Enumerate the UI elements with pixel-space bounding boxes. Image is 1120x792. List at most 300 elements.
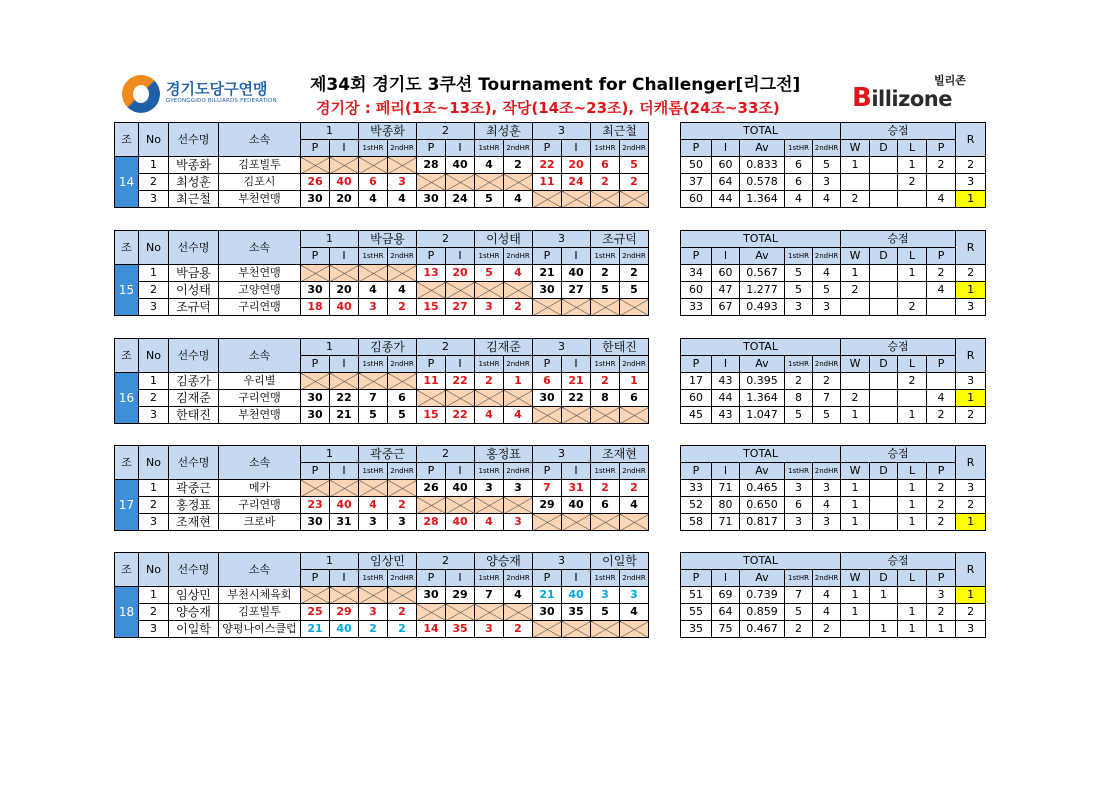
match-innings: 21: [330, 407, 359, 424]
player-affiliation: 부천연맹: [219, 407, 301, 424]
player-name: 조재현: [169, 514, 219, 531]
sponsor-name-kr: 빌리존: [934, 74, 966, 87]
opponent-name: 최성훈: [475, 123, 533, 140]
high-run-2-header: 2ndHR: [388, 248, 417, 265]
match-innings: 22: [330, 390, 359, 407]
match-points: 7: [533, 480, 562, 497]
total-innings: 71: [712, 514, 740, 531]
losses: [898, 587, 927, 604]
group-header-label: 조: [115, 553, 139, 587]
player-name: 홍정표: [169, 497, 219, 514]
sponsor-name-en: Billizone: [852, 83, 952, 113]
player-affiliation: 김포빌투: [219, 157, 301, 174]
total-header: TOTAL: [681, 446, 841, 463]
group-header-label: 조: [115, 231, 139, 265]
win-header: W: [841, 140, 870, 157]
total-high-run-2-header: 2ndHR: [813, 140, 841, 157]
page-title: 제34회 경기도 3쿠션 Tournament for Challenger[리그전]: [310, 75, 801, 95]
match-high-run-1: 2: [359, 621, 388, 638]
opponent-name: 박종화: [359, 123, 417, 140]
total-high-run-2: 4: [813, 265, 841, 282]
match-points: 30: [533, 604, 562, 621]
high-run-1-header: 1stHR: [591, 463, 620, 480]
match-points: 14: [417, 621, 446, 638]
total-high-run-1: 3: [785, 514, 813, 531]
self-match-cross: [591, 621, 620, 638]
match-high-run-2: 6: [620, 390, 649, 407]
high-run-2-header: 2ndHR: [620, 570, 649, 587]
affiliation-header: 소속: [219, 553, 301, 587]
match-high-run-2: 4: [388, 191, 417, 208]
rank: 1: [956, 390, 986, 407]
high-run-1-header: 1stHR: [359, 356, 388, 373]
table-row: [115, 390, 649, 407]
match-high-run-2: 4: [388, 282, 417, 299]
wins: 1: [841, 157, 870, 174]
opponent-number: 2: [417, 446, 475, 463]
wins: [841, 373, 870, 390]
affiliation-header: 소속: [219, 231, 301, 265]
federation-logo: [122, 75, 322, 115]
match-innings: 20: [446, 265, 475, 282]
self-match-cross: [417, 390, 446, 407]
high-run-2-header: 2ndHR: [620, 140, 649, 157]
rank: 1: [956, 514, 986, 531]
points-header: P: [301, 248, 330, 265]
total-innings: 44: [712, 390, 740, 407]
table-row: [681, 604, 986, 621]
total-points: 51: [681, 587, 712, 604]
player-no: 2: [139, 390, 169, 407]
group-header-label: 조: [115, 339, 139, 373]
total-high-run-2: 3: [813, 299, 841, 316]
match-high-run-1: 8: [591, 390, 620, 407]
average-header: Av: [740, 356, 785, 373]
high-run-1-header: 1stHR: [591, 248, 620, 265]
federation-name: 경기도당구연맹: [166, 80, 268, 98]
total-high-run-1: 6: [785, 497, 813, 514]
match-high-run-1: 5: [475, 265, 504, 282]
match-high-run-2: 2: [620, 265, 649, 282]
player-no: 1: [139, 480, 169, 497]
rank: 2: [956, 497, 986, 514]
no-header: No: [139, 123, 169, 157]
rank-header: R: [956, 123, 986, 157]
standing-points-header: 승점: [841, 339, 956, 356]
self-match-cross: [301, 373, 330, 390]
average: 0.465: [740, 480, 785, 497]
loss-header: L: [898, 248, 927, 265]
match-innings: 40: [446, 480, 475, 497]
self-match-cross: [359, 373, 388, 390]
table-row: [115, 587, 649, 604]
rank: 3: [956, 174, 986, 191]
league-points: 3: [927, 587, 956, 604]
player-affiliation: 구리연맹: [219, 497, 301, 514]
match-high-run-2: 1: [620, 373, 649, 390]
draws: [870, 604, 898, 621]
match-points: 26: [301, 174, 330, 191]
player-no: 2: [139, 174, 169, 191]
total-innings: 43: [712, 407, 740, 424]
match-innings: 29: [330, 604, 359, 621]
group-16: [114, 338, 1004, 428]
player-no: 3: [139, 407, 169, 424]
losses: 1: [898, 265, 927, 282]
losses: 2: [898, 373, 927, 390]
average: 1.047: [740, 407, 785, 424]
match-high-run-1: 2: [591, 373, 620, 390]
loss-header: L: [898, 356, 927, 373]
draws: [870, 480, 898, 497]
average-header: Av: [740, 248, 785, 265]
draws: [870, 157, 898, 174]
total-high-run-1: 5: [785, 265, 813, 282]
high-run-1-header: 1stHR: [591, 570, 620, 587]
total-innings: 64: [712, 604, 740, 621]
total-innings-header: I: [712, 570, 740, 587]
self-match-cross: [330, 480, 359, 497]
losses: 2: [898, 174, 927, 191]
draws: [870, 407, 898, 424]
self-match-cross: [359, 265, 388, 282]
average: 0.578: [740, 174, 785, 191]
wins: 2: [841, 282, 870, 299]
high-run-2-header: 2ndHR: [620, 248, 649, 265]
self-match-cross: [446, 497, 475, 514]
match-points: 30: [533, 390, 562, 407]
draw-header: D: [870, 570, 898, 587]
average: 0.395: [740, 373, 785, 390]
wins: 1: [841, 514, 870, 531]
match-high-run-2: 5: [620, 282, 649, 299]
self-match-cross: [446, 604, 475, 621]
match-points: 21: [533, 587, 562, 604]
points-header: P: [533, 248, 562, 265]
match-high-run-2: 3: [504, 480, 533, 497]
player-name: 곽중근: [169, 480, 219, 497]
match-points: 25: [301, 604, 330, 621]
match-innings: 21: [562, 373, 591, 390]
player-name: 박금용: [169, 265, 219, 282]
player-affiliation: 부천연맹: [219, 265, 301, 282]
match-points: 30: [533, 282, 562, 299]
group-header-label: 조: [115, 123, 139, 157]
venue-info: 경기장 : 페리(1조~13조), 작당(14조~23조), 더캐롬(24조~33조): [316, 99, 780, 117]
match-high-run-2: 2: [388, 604, 417, 621]
match-high-run-2: 2: [388, 621, 417, 638]
innings-header: I: [446, 248, 475, 265]
wins: 1: [841, 604, 870, 621]
wins: 1: [841, 497, 870, 514]
points-header: P: [533, 356, 562, 373]
total-high-run-2-header: 2ndHR: [813, 248, 841, 265]
opponent-name: 한태진: [591, 339, 649, 356]
group-15: [114, 230, 1004, 320]
self-match-cross: [388, 587, 417, 604]
table-row: [681, 407, 986, 424]
self-match-cross: [591, 514, 620, 531]
rank: 2: [956, 604, 986, 621]
no-header: No: [139, 553, 169, 587]
innings-header: I: [330, 463, 359, 480]
total-points: 60: [681, 390, 712, 407]
total-innings: 44: [712, 191, 740, 208]
match-high-run-2: 2: [388, 497, 417, 514]
league-points: 2: [927, 157, 956, 174]
opponent-number: 3: [533, 446, 591, 463]
opponent-name: 이일학: [591, 553, 649, 570]
match-high-run-1: 6: [359, 174, 388, 191]
match-innings: 22: [446, 373, 475, 390]
match-high-run-1: 3: [359, 604, 388, 621]
match-high-run-1: 4: [359, 282, 388, 299]
loss-header: L: [898, 140, 927, 157]
rank: 1: [956, 587, 986, 604]
league-points-header: P: [927, 248, 956, 265]
opponent-number: 3: [533, 339, 591, 356]
opponent-number: 3: [533, 123, 591, 140]
points-header: P: [417, 248, 446, 265]
affiliation-header: 소속: [219, 123, 301, 157]
match-table: [114, 122, 649, 208]
average: 1.364: [740, 191, 785, 208]
match-innings: 40: [330, 621, 359, 638]
match-points: 18: [301, 299, 330, 316]
rank-header: R: [956, 231, 986, 265]
total-high-run-1: 4: [785, 191, 813, 208]
high-run-2-header: 2ndHR: [388, 356, 417, 373]
draws: [870, 390, 898, 407]
win-header: W: [841, 356, 870, 373]
self-match-cross: [533, 514, 562, 531]
losses: 2: [898, 299, 927, 316]
self-match-cross: [446, 174, 475, 191]
match-innings: 31: [330, 514, 359, 531]
total-high-run-2: 2: [813, 373, 841, 390]
player-no: 2: [139, 282, 169, 299]
self-match-cross: [504, 282, 533, 299]
self-match-cross: [446, 390, 475, 407]
total-points: 33: [681, 480, 712, 497]
opponent-name: 임상민: [359, 553, 417, 570]
rank: 2: [956, 157, 986, 174]
self-match-cross: [388, 373, 417, 390]
match-innings: 20: [330, 282, 359, 299]
sponsor-logo: [852, 72, 1002, 112]
match-innings: 40: [330, 497, 359, 514]
match-high-run-1: 7: [359, 390, 388, 407]
table-row: [681, 373, 986, 390]
player-affiliation: 부천시체육회: [219, 587, 301, 604]
total-high-run-2: 5: [813, 407, 841, 424]
average: 1.277: [740, 282, 785, 299]
match-high-run-2: 3: [388, 174, 417, 191]
group-14: [114, 122, 1004, 212]
total-innings-header: I: [712, 140, 740, 157]
total-innings: 69: [712, 587, 740, 604]
match-high-run-2: 2: [388, 299, 417, 316]
high-run-1-header: 1stHR: [475, 463, 504, 480]
high-run-2-header: 2ndHR: [620, 463, 649, 480]
total-header: TOTAL: [681, 123, 841, 140]
match-points: 30: [417, 587, 446, 604]
match-high-run-2: 4: [504, 191, 533, 208]
losses: 1: [898, 157, 927, 174]
self-match-cross: [330, 587, 359, 604]
player-no: 2: [139, 497, 169, 514]
table-row: [115, 191, 649, 208]
total-high-run-2: 5: [813, 157, 841, 174]
table-row: [681, 157, 986, 174]
player-no: 3: [139, 299, 169, 316]
average: 0.567: [740, 265, 785, 282]
opponent-name: 양승재: [475, 553, 533, 570]
total-high-run-1: 3: [785, 480, 813, 497]
self-match-cross: [533, 191, 562, 208]
match-innings: 27: [446, 299, 475, 316]
total-innings: 47: [712, 282, 740, 299]
player-affiliation: 구리연맹: [219, 390, 301, 407]
innings-header: I: [330, 570, 359, 587]
standing-points-header: 승점: [841, 446, 956, 463]
table-row: [681, 587, 986, 604]
total-table: [680, 552, 986, 638]
standing-points-header: 승점: [841, 123, 956, 140]
self-match-cross: [388, 265, 417, 282]
player-name: 한태진: [169, 407, 219, 424]
total-points-header: P: [681, 356, 712, 373]
player-no: 3: [139, 514, 169, 531]
innings-header: I: [330, 140, 359, 157]
match-high-run-1: 6: [591, 157, 620, 174]
player-name: 김재준: [169, 390, 219, 407]
league-points-header: P: [927, 570, 956, 587]
total-high-run-1: 3: [785, 299, 813, 316]
group-number: 16: [115, 373, 139, 424]
total-high-run-2: 3: [813, 480, 841, 497]
league-points: [927, 299, 956, 316]
player-no: 3: [139, 191, 169, 208]
total-points: 50: [681, 157, 712, 174]
average: 0.650: [740, 497, 785, 514]
table-row: [681, 480, 986, 497]
match-high-run-1: 4: [475, 514, 504, 531]
total-high-run-1: 2: [785, 373, 813, 390]
group-number: 17: [115, 480, 139, 531]
match-high-run-2: 4: [504, 587, 533, 604]
match-high-run-1: 2: [591, 265, 620, 282]
match-high-run-1: 5: [591, 604, 620, 621]
rank: 2: [956, 265, 986, 282]
innings-header: I: [446, 356, 475, 373]
match-high-run-1: 2: [475, 373, 504, 390]
match-points: 22: [533, 157, 562, 174]
innings-header: I: [562, 140, 591, 157]
player-name: 조규덕: [169, 299, 219, 316]
group-header-label: 조: [115, 446, 139, 480]
player-header: 선수명: [169, 123, 219, 157]
league-points: 2: [927, 514, 956, 531]
match-points: 15: [417, 407, 446, 424]
total-high-run-1: 7: [785, 587, 813, 604]
league-points-header: P: [927, 356, 956, 373]
wins: 2: [841, 390, 870, 407]
match-high-run-2: 2: [504, 621, 533, 638]
total-header: TOTAL: [681, 553, 841, 570]
average-header: Av: [740, 140, 785, 157]
self-match-cross: [301, 587, 330, 604]
no-header: No: [139, 339, 169, 373]
federation-emblem-icon: [122, 75, 160, 113]
player-header: 선수명: [169, 553, 219, 587]
match-high-run-2: 4: [504, 407, 533, 424]
high-run-1-header: 1stHR: [359, 570, 388, 587]
high-run-2-header: 2ndHR: [620, 356, 649, 373]
match-high-run-2: 3: [504, 514, 533, 531]
match-points: 21: [533, 265, 562, 282]
match-points: 30: [417, 191, 446, 208]
match-high-run-2: 2: [504, 157, 533, 174]
league-points: 2: [927, 407, 956, 424]
total-high-run-1: 2: [785, 621, 813, 638]
player-affiliation: 고양연맹: [219, 282, 301, 299]
league-points: 4: [927, 282, 956, 299]
total-high-run-1-header: 1stHR: [785, 140, 813, 157]
points-header: P: [417, 356, 446, 373]
self-match-cross: [562, 407, 591, 424]
high-run-1-header: 1stHR: [475, 356, 504, 373]
innings-header: I: [446, 570, 475, 587]
draws: [870, 191, 898, 208]
high-run-2-header: 2ndHR: [504, 356, 533, 373]
match-high-run-1: 3: [475, 480, 504, 497]
high-run-1-header: 1stHR: [591, 140, 620, 157]
high-run-1-header: 1stHR: [475, 140, 504, 157]
rank: 1: [956, 191, 986, 208]
total-high-run-2: 3: [813, 174, 841, 191]
player-no: 1: [139, 265, 169, 282]
match-table: [114, 552, 649, 638]
match-high-run-2: 5: [388, 407, 417, 424]
rank: 3: [956, 373, 986, 390]
draws: [870, 373, 898, 390]
league-points-header: P: [927, 140, 956, 157]
table-row: [681, 191, 986, 208]
total-points: 52: [681, 497, 712, 514]
self-match-cross: [533, 621, 562, 638]
total-innings: 43: [712, 373, 740, 390]
league-points: 2: [927, 604, 956, 621]
total-innings: 75: [712, 621, 740, 638]
player-affiliation: 구리연맹: [219, 299, 301, 316]
high-run-2-header: 2ndHR: [388, 570, 417, 587]
wins: 1: [841, 265, 870, 282]
player-name: 이성태: [169, 282, 219, 299]
self-match-cross: [475, 390, 504, 407]
total-table: [680, 445, 986, 531]
match-high-run-1: 4: [359, 191, 388, 208]
total-points: 17: [681, 373, 712, 390]
player-name: 양승재: [169, 604, 219, 621]
match-high-run-1: 2: [591, 174, 620, 191]
match-innings: 40: [330, 299, 359, 316]
innings-header: I: [330, 356, 359, 373]
self-match-cross: [330, 157, 359, 174]
opponent-number: 2: [417, 231, 475, 248]
high-run-1-header: 1stHR: [359, 463, 388, 480]
losses: 1: [898, 497, 927, 514]
